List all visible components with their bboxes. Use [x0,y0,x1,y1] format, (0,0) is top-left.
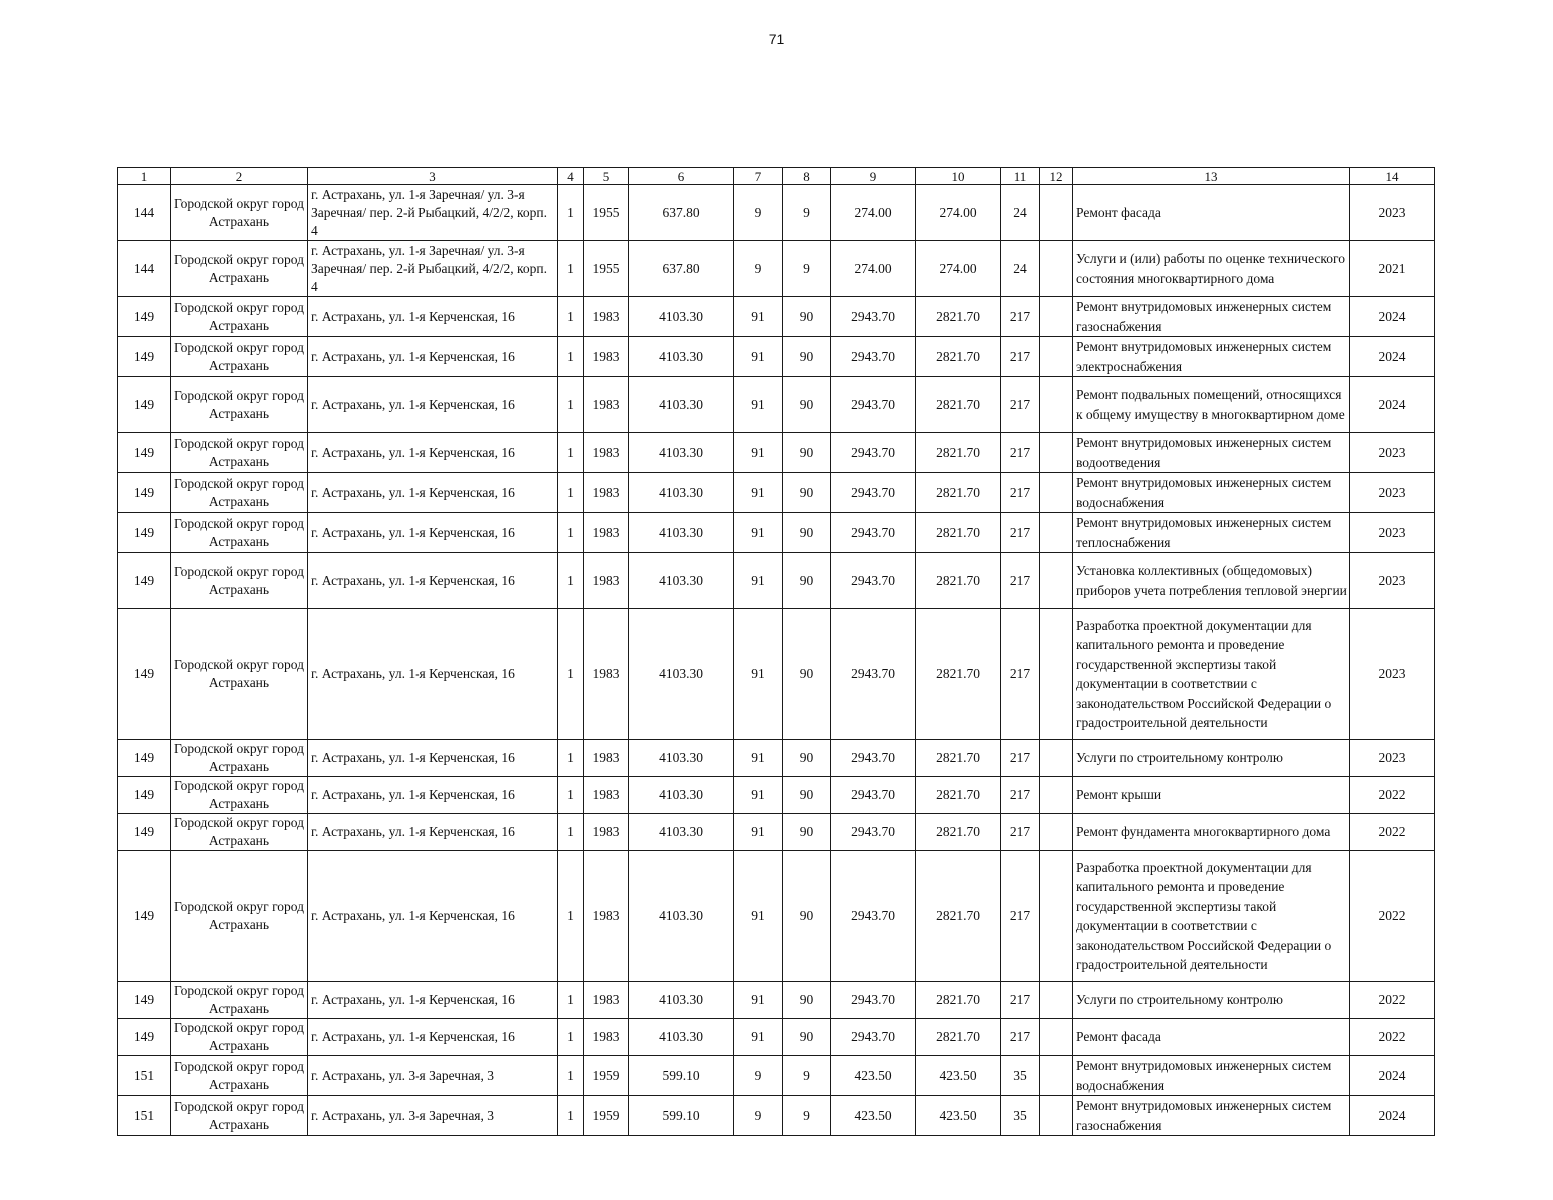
col-7-cell: 91 [734,377,783,433]
row-number-cell: 144 [118,185,171,241]
living-area-cell: 2943.70 [831,851,916,982]
total-area-cell: 4103.30 [629,433,734,473]
col-12-cell [1040,241,1073,297]
address-cell: г. Астрахань, ул. 1-я Керченская, 16 [308,851,558,982]
work-type-cell: Услуги и (или) работы по оценке технического состояния многоквартирного дома [1073,241,1350,297]
year-built-cell: 1983 [584,851,629,982]
col-12-cell [1040,473,1073,513]
col-7-cell: 91 [734,740,783,777]
row-number-cell: 149 [118,851,171,982]
total-area-cell: 4103.30 [629,297,734,337]
year-built-cell: 1955 [584,241,629,297]
total-area-cell: 4103.30 [629,513,734,553]
residents-cell: 217 [1001,433,1040,473]
living-area-cell: 2943.70 [831,553,916,609]
table-row [118,1019,1435,1056]
col-7-cell: 91 [734,609,783,740]
row-number-cell: 149 [118,1019,171,1056]
work-type-cell: Ремонт внутридомовых инженерных систем газоснабжения [1073,297,1350,337]
area-10-cell: 2821.70 [916,553,1001,609]
year-built-cell: 1983 [584,740,629,777]
address-cell: г. Астрахань, ул. 1-я Керченская, 16 [308,297,558,337]
work-type-cell: Ремонт фасада [1073,1019,1350,1056]
living-area-cell: 2943.70 [831,513,916,553]
year-built-cell: 1983 [584,297,629,337]
col-12-cell [1040,513,1073,553]
work-type-cell: Разработка проектной документации для капитального ремонта и проведение государственной экспертизы такой документации в соответствии с законодательством Российской Федерации о градостроительной деятельности [1073,851,1350,982]
address-cell: г. Астрахань, ул. 1-я Керченская, 16 [308,553,558,609]
row-number-cell: 151 [118,1056,171,1096]
planned-year-cell: 2022 [1350,777,1435,814]
municipality-cell: Городской округ город Астрахань [171,982,308,1019]
page-number: 71 [768,31,785,47]
planned-year-cell: 2023 [1350,473,1435,513]
planned-year-cell: 2023 [1350,553,1435,609]
col-8-cell: 90 [783,337,831,377]
planned-year-cell: 2023 [1350,740,1435,777]
area-10-cell: 2821.70 [916,1019,1001,1056]
col-12-cell [1040,337,1073,377]
area-10-cell: 2821.70 [916,433,1001,473]
table-row [118,297,1435,337]
residents-cell: 217 [1001,609,1040,740]
col-8-cell: 90 [783,513,831,553]
type-cell: 1 [558,851,584,982]
column-header: 3 [308,168,558,185]
row-number-cell: 149 [118,337,171,377]
total-area-cell: 599.10 [629,1056,734,1096]
planned-year-cell: 2024 [1350,337,1435,377]
col-7-cell: 91 [734,297,783,337]
col-7-cell: 9 [734,241,783,297]
area-10-cell: 2821.70 [916,473,1001,513]
type-cell: 1 [558,1056,584,1096]
area-10-cell: 2821.70 [916,609,1001,740]
total-area-cell: 637.80 [629,241,734,297]
col-7-cell: 91 [734,337,783,377]
year-built-cell: 1983 [584,982,629,1019]
living-area-cell: 2943.70 [831,814,916,851]
area-10-cell: 2821.70 [916,982,1001,1019]
municipality-cell: Городской округ город Астрахань [171,241,308,297]
col-8-cell: 9 [783,1056,831,1096]
col-8-cell: 90 [783,433,831,473]
type-cell: 1 [558,433,584,473]
planned-year-cell: 2024 [1350,1096,1435,1136]
address-cell: г. Астрахань, ул. 1-я Керченская, 16 [308,814,558,851]
area-10-cell: 2821.70 [916,297,1001,337]
planned-year-cell: 2022 [1350,851,1435,982]
type-cell: 1 [558,982,584,1019]
total-area-cell: 4103.30 [629,777,734,814]
area-10-cell: 2821.70 [916,377,1001,433]
col-12-cell [1040,609,1073,740]
table-row [118,982,1435,1019]
col-8-cell: 9 [783,185,831,241]
municipality-cell: Городской округ город Астрахань [171,513,308,553]
area-10-cell: 2821.70 [916,337,1001,377]
row-number-cell: 149 [118,513,171,553]
table-row [118,740,1435,777]
municipality-cell: Городской округ город Астрахань [171,553,308,609]
residents-cell: 217 [1001,513,1040,553]
residents-cell: 217 [1001,740,1040,777]
row-number-cell: 149 [118,814,171,851]
work-type-cell: Ремонт фасада [1073,185,1350,241]
type-cell: 1 [558,740,584,777]
residents-cell: 217 [1001,553,1040,609]
col-12-cell [1040,982,1073,1019]
column-header: 6 [629,168,734,185]
col-12-cell [1040,777,1073,814]
col-12-cell [1040,377,1073,433]
col-8-cell: 90 [783,553,831,609]
planned-year-cell: 2022 [1350,1019,1435,1056]
work-type-cell: Ремонт внутридомовых инженерных систем теплоснабжения [1073,513,1350,553]
col-12-cell [1040,1056,1073,1096]
municipality-cell: Городской округ город Астрахань [171,777,308,814]
planned-year-cell: 2023 [1350,513,1435,553]
municipality-cell: Городской округ город Астрахань [171,1096,308,1136]
address-cell: г. Астрахань, ул. 1-я Керченская, 16 [308,777,558,814]
col-8-cell: 90 [783,377,831,433]
address-cell: г. Астрахань, ул. 3-я Заречная, 3 [308,1056,558,1096]
col-7-cell: 9 [734,185,783,241]
col-8-cell: 90 [783,740,831,777]
address-cell: г. Астрахань, ул. 1-я Керченская, 16 [308,337,558,377]
living-area-cell: 2943.70 [831,777,916,814]
col-7-cell: 91 [734,433,783,473]
table-row [118,337,1435,377]
total-area-cell: 4103.30 [629,609,734,740]
type-cell: 1 [558,777,584,814]
column-header: 11 [1001,168,1040,185]
col-12-cell [1040,553,1073,609]
municipality-cell: Городской округ город Астрахань [171,1019,308,1056]
col-7-cell: 9 [734,1096,783,1136]
col-7-cell: 91 [734,553,783,609]
work-type-cell: Разработка проектной документации для капитального ремонта и проведение государственной экспертизы такой документации в соответствии с законодательством Российской Федерации о градостроительной деятельности [1073,609,1350,740]
living-area-cell: 2943.70 [831,609,916,740]
living-area-cell: 423.50 [831,1056,916,1096]
col-8-cell: 90 [783,1019,831,1056]
planned-year-cell: 2024 [1350,1056,1435,1096]
row-number-cell: 149 [118,609,171,740]
residents-cell: 35 [1001,1096,1040,1136]
area-10-cell: 423.50 [916,1096,1001,1136]
col-7-cell: 91 [734,814,783,851]
column-header: 5 [584,168,629,185]
col-12-cell [1040,814,1073,851]
address-cell: г. Астрахань, ул. 1-я Керченская, 16 [308,609,558,740]
residents-cell: 24 [1001,185,1040,241]
row-number-cell: 149 [118,297,171,337]
row-number-cell: 151 [118,1096,171,1136]
col-8-cell: 9 [783,1096,831,1136]
table-row [118,241,1435,297]
col-12-cell [1040,185,1073,241]
work-type-cell: Установка коллективных (общедомовых) приборов учета потребления тепловой энергии [1073,553,1350,609]
col-8-cell: 90 [783,851,831,982]
residents-cell: 35 [1001,1056,1040,1096]
col-12-cell [1040,433,1073,473]
area-10-cell: 2821.70 [916,814,1001,851]
column-header: 9 [831,168,916,185]
work-type-cell: Ремонт внутридомовых инженерных систем водоснабжения [1073,1056,1350,1096]
work-type-cell: Ремонт крыши [1073,777,1350,814]
living-area-cell: 2943.70 [831,982,916,1019]
address-cell: г. Астрахань, ул. 1-я Керченская, 16 [308,433,558,473]
col-8-cell: 90 [783,297,831,337]
type-cell: 1 [558,241,584,297]
col-8-cell: 90 [783,777,831,814]
type-cell: 1 [558,814,584,851]
type-cell: 1 [558,473,584,513]
living-area-cell: 2943.70 [831,433,916,473]
address-cell: г. Астрахань, ул. 3-я Заречная, 3 [308,1096,558,1136]
area-10-cell: 274.00 [916,185,1001,241]
residents-cell: 217 [1001,337,1040,377]
col-8-cell: 90 [783,814,831,851]
col-7-cell: 91 [734,851,783,982]
column-header: 4 [558,168,584,185]
planned-year-cell: 2024 [1350,377,1435,433]
municipality-cell: Городской округ город Астрахань [171,185,308,241]
residents-cell: 217 [1001,851,1040,982]
planned-year-cell: 2023 [1350,433,1435,473]
area-10-cell: 423.50 [916,1056,1001,1096]
col-12-cell [1040,1096,1073,1136]
total-area-cell: 599.10 [629,1096,734,1136]
table-row [118,609,1435,740]
column-header: 12 [1040,168,1073,185]
row-number-cell: 144 [118,241,171,297]
table-row [118,185,1435,241]
municipality-cell: Городской округ город Астрахань [171,377,308,433]
capital-repair-table [117,167,1435,1136]
year-built-cell: 1983 [584,1019,629,1056]
row-number-cell: 149 [118,473,171,513]
living-area-cell: 2943.70 [831,740,916,777]
column-header: 14 [1350,168,1435,185]
residents-cell: 217 [1001,1019,1040,1056]
municipality-cell: Городской округ город Астрахань [171,337,308,377]
col-7-cell: 9 [734,1056,783,1096]
col-12-cell [1040,851,1073,982]
type-cell: 1 [558,297,584,337]
table-body [118,185,1435,1136]
row-number-cell: 149 [118,433,171,473]
type-cell: 1 [558,1019,584,1056]
municipality-cell: Городской округ город Астрахань [171,740,308,777]
residents-cell: 217 [1001,777,1040,814]
work-type-cell: Услуги по строительному контролю [1073,982,1350,1019]
type-cell: 1 [558,1096,584,1136]
work-type-cell: Ремонт внутридомовых инженерных систем электроснабжения [1073,337,1350,377]
type-cell: 1 [558,185,584,241]
column-header: 8 [783,168,831,185]
col-8-cell: 90 [783,982,831,1019]
living-area-cell: 2943.70 [831,377,916,433]
total-area-cell: 637.80 [629,185,734,241]
table-row [118,851,1435,982]
column-header: 7 [734,168,783,185]
total-area-cell: 4103.30 [629,1019,734,1056]
col-8-cell: 90 [783,609,831,740]
municipality-cell: Городской округ город Астрахань [171,297,308,337]
table-row [118,433,1435,473]
area-10-cell: 2821.70 [916,851,1001,982]
municipality-cell: Городской округ город Астрахань [171,851,308,982]
area-10-cell: 2821.70 [916,513,1001,553]
municipality-cell: Городской округ город Астрахань [171,433,308,473]
year-built-cell: 1983 [584,609,629,740]
planned-year-cell: 2023 [1350,609,1435,740]
col-8-cell: 90 [783,473,831,513]
col-7-cell: 91 [734,1019,783,1056]
column-header: 13 [1073,168,1350,185]
year-built-cell: 1955 [584,185,629,241]
col-12-cell [1040,297,1073,337]
col-7-cell: 91 [734,777,783,814]
row-number-cell: 149 [118,777,171,814]
municipality-cell: Городской округ город Астрахань [171,814,308,851]
type-cell: 1 [558,609,584,740]
municipality-cell: Городской округ город Астрахань [171,473,308,513]
area-10-cell: 2821.70 [916,777,1001,814]
total-area-cell: 4103.30 [629,982,734,1019]
table-row [118,814,1435,851]
living-area-cell: 2943.70 [831,473,916,513]
table-row [118,777,1435,814]
type-cell: 1 [558,377,584,433]
living-area-cell: 274.00 [831,185,916,241]
planned-year-cell: 2023 [1350,185,1435,241]
living-area-cell: 274.00 [831,241,916,297]
row-number-cell: 149 [118,377,171,433]
year-built-cell: 1959 [584,1056,629,1096]
table-row [118,377,1435,433]
table-row [118,553,1435,609]
residents-cell: 217 [1001,982,1040,1019]
planned-year-cell: 2022 [1350,982,1435,1019]
living-area-cell: 2943.70 [831,337,916,377]
year-built-cell: 1983 [584,814,629,851]
table-row [118,513,1435,553]
address-cell: г. Астрахань, ул. 1-я Керченская, 16 [308,473,558,513]
col-8-cell: 9 [783,241,831,297]
col-12-cell [1040,740,1073,777]
residents-cell: 217 [1001,297,1040,337]
living-area-cell: 423.50 [831,1096,916,1136]
work-type-cell: Ремонт внутридомовых инженерных систем газоснабжения [1073,1096,1350,1136]
address-cell: г. Астрахань, ул. 1-я Керченская, 16 [308,740,558,777]
type-cell: 1 [558,513,584,553]
address-cell: г. Астрахань, ул. 1-я Керченская, 16 [308,513,558,553]
work-type-cell: Услуги по строительному контролю [1073,740,1350,777]
planned-year-cell: 2022 [1350,814,1435,851]
total-area-cell: 4103.30 [629,814,734,851]
type-cell: 1 [558,553,584,609]
total-area-cell: 4103.30 [629,337,734,377]
column-header: 10 [916,168,1001,185]
area-10-cell: 274.00 [916,241,1001,297]
column-header: 2 [171,168,308,185]
municipality-cell: Городской округ город Астрахань [171,1056,308,1096]
total-area-cell: 4103.30 [629,851,734,982]
table-row [118,473,1435,513]
col-7-cell: 91 [734,982,783,1019]
row-number-cell: 149 [118,982,171,1019]
planned-year-cell: 2021 [1350,241,1435,297]
municipality-cell: Городской округ город Астрахань [171,609,308,740]
year-built-cell: 1983 [584,337,629,377]
area-10-cell: 2821.70 [916,740,1001,777]
col-7-cell: 91 [734,473,783,513]
residents-cell: 217 [1001,377,1040,433]
table-row [118,1096,1435,1136]
table-row [118,1056,1435,1096]
total-area-cell: 4103.30 [629,740,734,777]
year-built-cell: 1983 [584,553,629,609]
residents-cell: 217 [1001,473,1040,513]
address-cell: г. Астрахань, ул. 1-я Керченская, 16 [308,377,558,433]
row-number-cell: 149 [118,740,171,777]
year-built-cell: 1959 [584,1096,629,1136]
work-type-cell: Ремонт внутридомовых инженерных систем водоснабжения [1073,473,1350,513]
total-area-cell: 4103.30 [629,377,734,433]
work-type-cell: Ремонт фундамента многоквартирного дома [1073,814,1350,851]
row-number-cell: 149 [118,553,171,609]
address-cell: г. Астрахань, ул. 1-я Заречная/ ул. 3-я Заречная/ пер. 2-й Рыбацкий, 4/2/2, корп. 4 [308,185,558,241]
address-cell: г. Астрахань, ул. 1-я Керченская, 16 [308,1019,558,1056]
planned-year-cell: 2024 [1350,297,1435,337]
living-area-cell: 2943.70 [831,1019,916,1056]
residents-cell: 24 [1001,241,1040,297]
type-cell: 1 [558,337,584,377]
column-header: 1 [118,168,171,185]
year-built-cell: 1983 [584,513,629,553]
total-area-cell: 4103.30 [629,553,734,609]
year-built-cell: 1983 [584,433,629,473]
year-built-cell: 1983 [584,377,629,433]
col-12-cell [1040,1019,1073,1056]
address-cell: г. Астрахань, ул. 1-я Заречная/ ул. 3-я Заречная/ пер. 2-й Рыбацкий, 4/2/2, корп. 4 [308,241,558,297]
work-type-cell: Ремонт подвальных помещений, относящихся к общему имуществу в многоквартирном доме [1073,377,1350,433]
address-cell: г. Астрахань, ул. 1-я Керченская, 16 [308,982,558,1019]
year-built-cell: 1983 [584,777,629,814]
year-built-cell: 1983 [584,473,629,513]
column-number-row [118,168,1435,185]
residents-cell: 217 [1001,814,1040,851]
col-7-cell: 91 [734,513,783,553]
living-area-cell: 2943.70 [831,297,916,337]
work-type-cell: Ремонт внутридомовых инженерных систем водоотведения [1073,433,1350,473]
total-area-cell: 4103.30 [629,473,734,513]
